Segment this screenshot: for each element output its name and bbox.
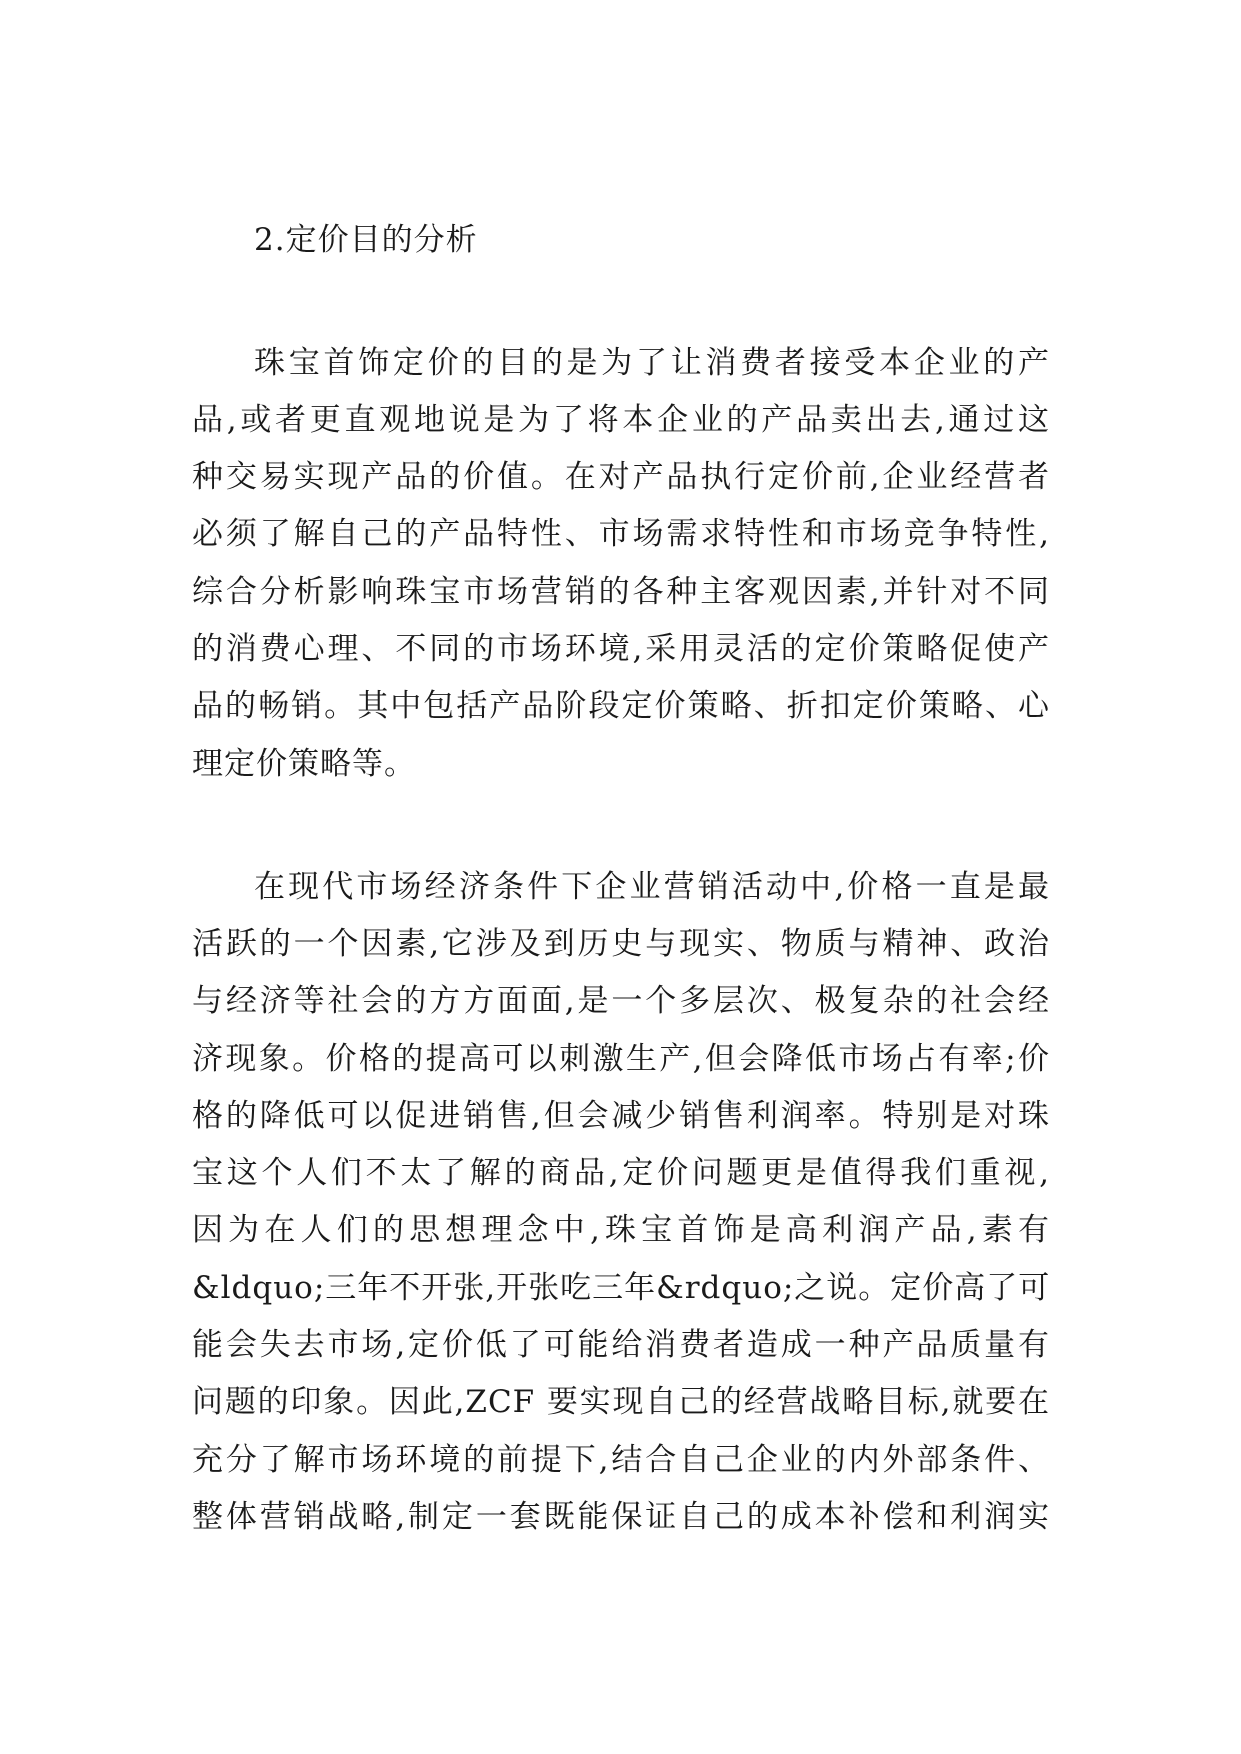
paragraph-2-line-4: 济现象。价格的提高可以刺激生产,但会降低市场占有率;价 [192, 1041, 1050, 1077]
paragraph-2-line-12: 整体营销战略,制定一套既能保证自己的成本补偿和利润实 [192, 1499, 1050, 1535]
paragraph-2-line-5: 格的降低可以促进销售,但会减少销售利润率。特别是对珠 [192, 1098, 1050, 1134]
paragraph-1-line-1: 珠宝首饰定价的目的是为了让消费者接受本企业的产 [254, 345, 1050, 381]
paragraph-2-line-11: 充分了解市场环境的前提下,结合自己企业的内外部条件、 [192, 1442, 1050, 1478]
paragraph-1-line-2: 品,或者更直观地说是为了将本企业的产品卖出去,通过这 [192, 402, 1050, 438]
paragraph-1-line-5: 综合分析影响珠宝市场营销的各种主客观因素,并针对不同 [192, 574, 1050, 610]
paragraph-1-line-4: 必须了解自己的产品特性、市场需求特性和市场竞争特性, [192, 516, 1050, 552]
paragraph-1-line-8: 理定价策略等。 [192, 746, 416, 782]
paragraph-2-line-2: 活跃的一个因素,它涉及到历史与现实、物质与精神、政治 [192, 926, 1050, 962]
paragraph-2-line-3: 与经济等社会的方方面面,是一个多层次、极复杂的社会经 [192, 983, 1050, 1019]
section-heading: 2.定价目的分析 [254, 222, 478, 258]
paragraph-1-line-3: 种交易实现产品的价值。在对产品执行定价前,企业经营者 [192, 459, 1050, 495]
paragraph-2-line-8: &ldquo;三年不开张,开张吃三年&rdquo;之说。定价高了可 [192, 1270, 1051, 1306]
paragraph-2-line-10: 问题的印象。因此,ZCF 要实现自己的经营战略目标,就要在 [192, 1384, 1050, 1420]
paragraph-1-line-6: 的消费心理、不同的市场环境,采用灵活的定价策略促使产 [192, 631, 1050, 667]
paragraph-2-line-1: 在现代市场经济条件下企业营销活动中,价格一直是最 [254, 869, 1050, 905]
paragraph-2-line-7: 因为在人们的思想理念中,珠宝首饰是高利润产品,素有 [192, 1212, 1050, 1248]
paragraph-2-line-6: 宝这个人们不太了解的商品,定价问题更是值得我们重视, [192, 1155, 1050, 1191]
paragraph-1-line-7: 品的畅销。其中包括产品阶段定价策略、折扣定价策略、心 [192, 688, 1050, 724]
paragraph-2-line-9: 能会失去市场,定价低了可能给消费者造成一种产品质量有 [192, 1327, 1050, 1363]
